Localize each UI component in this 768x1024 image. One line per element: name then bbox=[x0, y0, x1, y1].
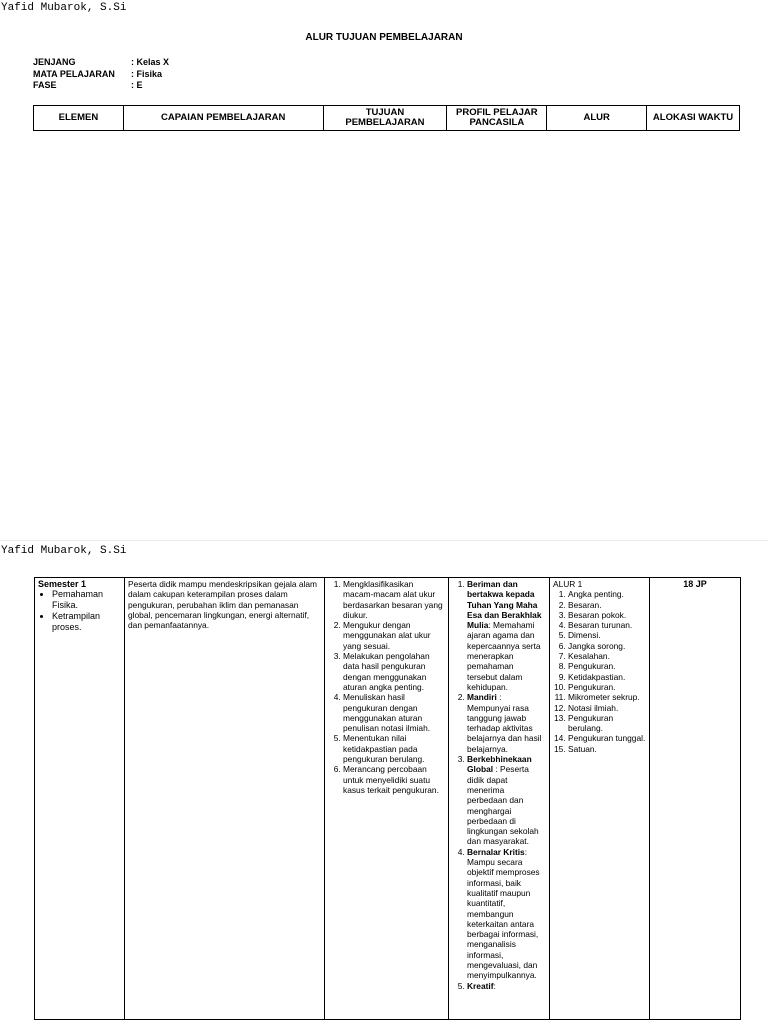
list-item: 14. Pengukuran tunggal. bbox=[568, 733, 646, 743]
list-item bbox=[467, 579, 546, 692]
list-item: 1. Mengklasifikasikan macam-macam alat ukur berdasarkan besaran yang diukur. bbox=[343, 579, 445, 620]
list-item bbox=[467, 692, 546, 754]
column-header-alokasi: ALOKASI WAKTU bbox=[647, 106, 740, 131]
list-item: 1. Angka penting. bbox=[568, 589, 646, 599]
list-item: 10. Pengukuran. bbox=[568, 682, 646, 692]
document-title: ALUR TUJUAN PEMBELAJARAN bbox=[305, 32, 463, 43]
list-item bbox=[467, 981, 546, 991]
tujuan-list bbox=[328, 579, 445, 795]
page-header-author: Yafid Mubarok, S.Si bbox=[1, 545, 127, 557]
list-item: • Pemahaman Fisika. bbox=[52, 589, 121, 611]
profil-sep: : bbox=[493, 764, 498, 775]
list-item: 2. Besaran. bbox=[568, 600, 646, 610]
meta-row-jenjang bbox=[33, 57, 169, 69]
profil-desc: Mempunyai rasa tanggung jawab terhadap aktivitas belajarnya dan hasil belajarnya. bbox=[467, 702, 542, 754]
column-header-elemen: ELEMEN bbox=[34, 106, 124, 131]
document-meta bbox=[33, 57, 169, 92]
list-item: 11. Mikrometer sekrup. bbox=[568, 692, 646, 702]
meta-row-fase bbox=[33, 80, 169, 92]
list-item: • Ketrampilan proses. bbox=[52, 611, 121, 633]
cell-alokasi bbox=[650, 578, 741, 1020]
page-header-author: Yafid Mubarok, S.Si bbox=[1, 2, 127, 14]
column-header-tujuan: TUJUAN PEMBELAJARAN bbox=[323, 106, 447, 131]
list-item: 5. Menentukan nilai ketidakpastian pada pengukuran berulang. bbox=[343, 733, 445, 764]
profil-sep: : bbox=[496, 692, 502, 703]
column-header-alur: ALUR bbox=[547, 106, 647, 131]
meta-label: MATA PELAJARAN bbox=[33, 68, 115, 79]
column-header-profil: PROFIL PELAJAR PANCASILA bbox=[447, 106, 547, 131]
table-row bbox=[35, 578, 741, 1020]
profil-desc: Peserta didik dapat menerima perbedaan dan menghargai perbedaan di lingkungan sekolah dan masyarakat. bbox=[467, 764, 539, 847]
list-item bbox=[467, 754, 546, 847]
profil-title: Berkebhinekaan Global bbox=[467, 754, 532, 775]
table-body bbox=[34, 577, 741, 1020]
profil-desc: Memahami ajaran agama dan kepercaannya serta menerapkan pemahaman tersebut dalam kehidupan. bbox=[467, 620, 541, 692]
list-item: 12. Notasi ilmiah. bbox=[568, 703, 646, 713]
profil-sep: : bbox=[524, 846, 528, 857]
list-item: 4. Menuliskan hasil pengukuran dengan menggunakan aturan penulisan notasi ilmiah. bbox=[343, 692, 445, 733]
profil-title: Kreatif bbox=[467, 980, 494, 991]
meta-row-mata-pelajaran bbox=[33, 69, 169, 81]
cell-elemen bbox=[35, 578, 125, 1020]
profil-title: Beriman dan bertakwa kepada Tuhan Yang Maha Esa dan Berakhlak Mulia bbox=[467, 579, 542, 631]
alokasi-value: 18 JP bbox=[683, 579, 707, 589]
profil-title: Mandiri bbox=[467, 692, 497, 703]
meta-label: FASE bbox=[33, 80, 57, 90]
semester-title: Semester 1 bbox=[38, 579, 87, 589]
profil-sep: : bbox=[493, 980, 496, 991]
profil-desc: Mampu secara objektif memproses informasi, baik kualitatif maupun kuantitatif, membangun keterkaitan antara berbagai informasi, menganalisis informasi, mengevaluasi, dan menyimpulkannya. bbox=[467, 857, 540, 981]
elemen-list bbox=[38, 589, 121, 633]
cell-capaian bbox=[125, 578, 325, 1020]
list-item: 3. Melakukan pengolahan data hasil pengukuran dengan menggunakan aturan angka penting. bbox=[343, 651, 445, 692]
list-item: 13. Pengukuran berulang. bbox=[568, 713, 646, 734]
column-header-capaian: CAPAIAN PEMBELAJARAN bbox=[123, 106, 323, 131]
meta-value: : Fisika bbox=[131, 68, 163, 79]
list-item: 9. Ketidakpastian. bbox=[568, 672, 646, 682]
profil-list bbox=[452, 579, 546, 991]
alur-title: ALUR 1 bbox=[553, 579, 583, 589]
cell-alur bbox=[550, 578, 650, 1020]
cell-tujuan bbox=[325, 578, 449, 1020]
cell-profil bbox=[449, 578, 550, 1020]
profil-title: Bernalar Kritis bbox=[467, 846, 525, 857]
meta-value: : Kelas X bbox=[131, 57, 170, 67]
list-item: 4. Besaran turunan. bbox=[568, 620, 646, 630]
list-item: 5. Dimensi. bbox=[568, 630, 646, 640]
list-item: 15. Satuan. bbox=[568, 744, 646, 754]
alur-list bbox=[553, 589, 646, 754]
list-item: 3. Besaran pokok. bbox=[568, 610, 646, 620]
list-item bbox=[467, 847, 546, 981]
profil-clip bbox=[452, 579, 546, 1019]
list-item: 8. Pengukuran. bbox=[568, 661, 646, 671]
list-item: 7. Kesalahan. bbox=[568, 651, 646, 661]
meta-value: : E bbox=[131, 80, 143, 90]
list-item: 2. Mengukur dengan menggunakan alat ukur yang sesuai. bbox=[343, 620, 445, 651]
list-item: 6. Jangka sorong. bbox=[568, 641, 646, 651]
list-item: 6. Merancang percobaan untuk menyelidiki suatu kasus terkait pengukuran. bbox=[343, 764, 445, 795]
capaian-text: Peserta didik mampu mendeskripsikan gejala alam dalam cakupan keterampilan proses dalam pengukuran, perubahan iklim dan pemanasan global, pencemaran lingkungan, energi alternatif, dan pemanfaatannya. bbox=[128, 579, 317, 631]
table-header bbox=[33, 105, 740, 131]
profil-sep: : bbox=[488, 620, 491, 631]
meta-label: JENJANG bbox=[33, 57, 76, 67]
document-page-2 bbox=[0, 541, 768, 1024]
